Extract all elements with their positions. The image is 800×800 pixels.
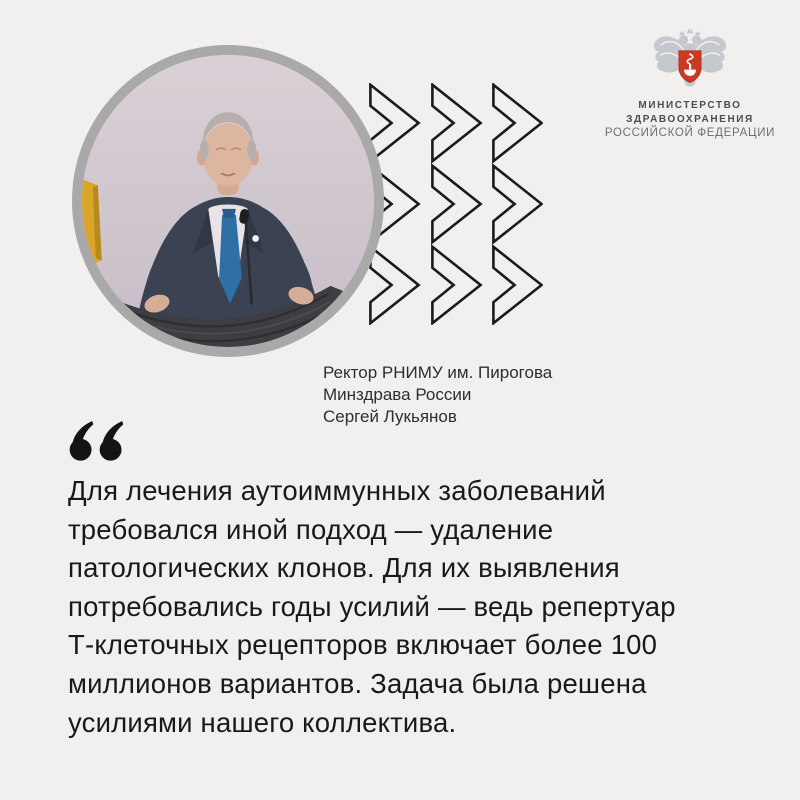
- quote-line: требовался иной подход — удаление: [68, 513, 554, 545]
- quote-line: Т-клеточных рецепторов включает более 100: [68, 629, 658, 661]
- ministry-emblem-icon: [648, 27, 732, 93]
- quote-line: миллионов вариантов. Задача была решена: [68, 667, 647, 699]
- ministry-logo: [590, 27, 790, 140]
- ministry-name-line3: РОССИЙСКОЙ ФЕДЕРАЦИИ: [604, 127, 776, 139]
- ministry-name-line1: МИНИСТЕРСТВО: [638, 100, 742, 111]
- quote-line: потребовались годы усилий — ведь репертуар: [68, 590, 676, 622]
- speaker-caption: [323, 362, 552, 428]
- speaker-title-line: Ректор РНИМУ им. Пирогова: [323, 363, 553, 382]
- speaker-name-line: Сергей Лукьянов: [323, 407, 457, 426]
- quote-line: усилиями нашего коллектива.: [68, 706, 457, 738]
- quote-text: [68, 472, 758, 742]
- speaker-affiliation-line: Минздрава России: [323, 385, 472, 404]
- ministry-name-line2: ЗДРАВООХРАНЕНИЯ: [626, 113, 754, 125]
- quote-icon: [68, 421, 128, 462]
- quote-line: патологических клонов. Для их выявления: [68, 552, 620, 584]
- chevron-pattern-decoration: [369, 83, 543, 325]
- speaker-photo-illustration: [82, 55, 374, 347]
- quote-line: Для лечения аутоиммунных заболеваний: [68, 475, 606, 506]
- speaker-photo: [72, 45, 384, 357]
